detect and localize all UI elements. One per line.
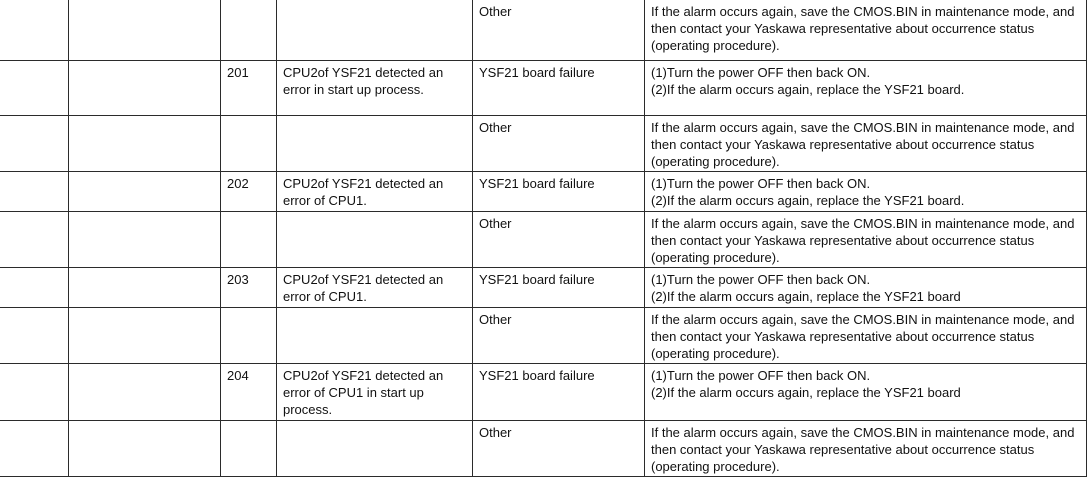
remedy-text: (1)Turn the power OFF then back ON. (2)If the alarm occurs again, replace the YSF21 board.: [651, 176, 965, 208]
cause-cell: [473, 0, 645, 61]
cause-cell: [473, 172, 645, 212]
remedy-text: If the alarm occurs again, save the CMOS.BIN in maintenance mode, and then contact your Yaskawa representative about occurrence status (operating procedure).: [651, 120, 1075, 169]
alarm-description-text: CPU2of YSF21 detected an error in start up process.: [283, 65, 444, 97]
cause-cell: [473, 308, 645, 364]
table-row: [1, 61, 1087, 116]
alarm-number-cell: [221, 421, 277, 477]
table-row: [1, 0, 1087, 61]
cause-text: Other: [479, 4, 512, 19]
blank-cell: [69, 421, 221, 477]
remedy-text: (1)Turn the power OFF then back ON. (2)If the alarm occurs again, replace the YSF21 board: [651, 368, 961, 400]
cause-text: Other: [479, 120, 512, 135]
cause-cell: [473, 212, 645, 268]
remedy-cell: [645, 61, 1087, 116]
alarm-description-cell: [277, 421, 473, 477]
blank-cell: [1, 61, 69, 116]
blank-cell: [69, 116, 221, 172]
blank-cell: [69, 61, 221, 116]
blank-cell: [1, 268, 69, 308]
blank-cell: [69, 308, 221, 364]
alarm-description-cell: [277, 172, 473, 212]
remedy-cell: [645, 212, 1087, 268]
remedy-cell: [645, 268, 1087, 308]
table-row: [1, 421, 1087, 477]
remedy-cell: [645, 116, 1087, 172]
table-row: [1, 172, 1087, 212]
alarm-description-text: CPU2of YSF21 detected an error of CPU1 in start up process.: [283, 368, 444, 417]
alarm-number-text: 201: [227, 65, 249, 80]
alarm-description-cell: [277, 308, 473, 364]
alarm-number-cell: [221, 172, 277, 212]
cause-text: YSF21 board failure: [479, 272, 595, 287]
remedy-text: If the alarm occurs again, save the CMOS.BIN in maintenance mode, and then contact your Yaskawa representative about occurrence status (operating procedure).: [651, 312, 1075, 361]
blank-cell: [1, 421, 69, 477]
cause-cell: [473, 268, 645, 308]
remedy-text: If the alarm occurs again, save the CMOS.BIN in maintenance mode, and then contact your Yaskawa representative about occurrence status (operating procedure).: [651, 425, 1075, 474]
alarm-description-text: CPU2of YSF21 detected an error of CPU1.: [283, 272, 444, 304]
blank-cell: [1, 116, 69, 172]
remedy-cell: [645, 364, 1087, 421]
alarm-number-cell: [221, 212, 277, 268]
alarm-number-text: 203: [227, 272, 249, 287]
alarm-description-cell: [277, 212, 473, 268]
table-row: [1, 308, 1087, 364]
blank-cell: [69, 172, 221, 212]
blank-cell: [69, 268, 221, 308]
remedy-cell: [645, 308, 1087, 364]
blank-cell: [69, 212, 221, 268]
blank-cell: [69, 364, 221, 421]
alarm-number-cell: [221, 308, 277, 364]
alarm-description-cell: [277, 0, 473, 61]
alarm-number-text: 202: [227, 176, 249, 191]
alarm-number-cell: [221, 0, 277, 61]
table-row: [1, 116, 1087, 172]
blank-cell: [1, 0, 69, 61]
remedy-cell: [645, 421, 1087, 477]
blank-cell: [1, 364, 69, 421]
alarm-number-cell: [221, 61, 277, 116]
remedy-text: (1)Turn the power OFF then back ON. (2)If the alarm occurs again, replace the YSF21 board: [651, 272, 961, 304]
blank-cell: [69, 0, 221, 61]
remedy-text: If the alarm occurs again, save the CMOS.BIN in maintenance mode, and then contact your Yaskawa representative about occurrence status (operating procedure).: [651, 216, 1075, 265]
remedy-cell: [645, 0, 1087, 61]
cause-cell: [473, 116, 645, 172]
alarm-description-cell: [277, 61, 473, 116]
alarm-number-text: 204: [227, 368, 249, 383]
alarm-number-cell: [221, 116, 277, 172]
remedy-cell: [645, 172, 1087, 212]
cause-cell: [473, 61, 645, 116]
cause-text: YSF21 board failure: [479, 368, 595, 383]
cause-cell: [473, 364, 645, 421]
blank-cell: [1, 212, 69, 268]
alarm-description-cell: [277, 116, 473, 172]
alarm-description-text: CPU2of YSF21 detected an error of CPU1.: [283, 176, 444, 208]
cause-text: Other: [479, 312, 512, 327]
alarm-number-cell: [221, 268, 277, 308]
blank-cell: [1, 308, 69, 364]
table-row: [1, 364, 1087, 421]
blank-cell: [1, 172, 69, 212]
table-row: [1, 268, 1087, 308]
alarm-description-cell: [277, 364, 473, 421]
cause-text: YSF21 board failure: [479, 65, 595, 80]
cause-text: Other: [479, 216, 512, 231]
alarm-number-cell: [221, 364, 277, 421]
cause-text: YSF21 board failure: [479, 176, 595, 191]
remedy-text: If the alarm occurs again, save the CMOS.BIN in maintenance mode, and then contact your Yaskawa representative about occurrence status (operating procedure).: [651, 4, 1075, 53]
cause-text: Other: [479, 425, 512, 440]
alarm-description-cell: [277, 268, 473, 308]
remedy-text: (1)Turn the power OFF then back ON. (2)If the alarm occurs again, replace the YSF21 board.: [651, 65, 965, 97]
cause-cell: [473, 421, 645, 477]
table-row: [1, 212, 1087, 268]
